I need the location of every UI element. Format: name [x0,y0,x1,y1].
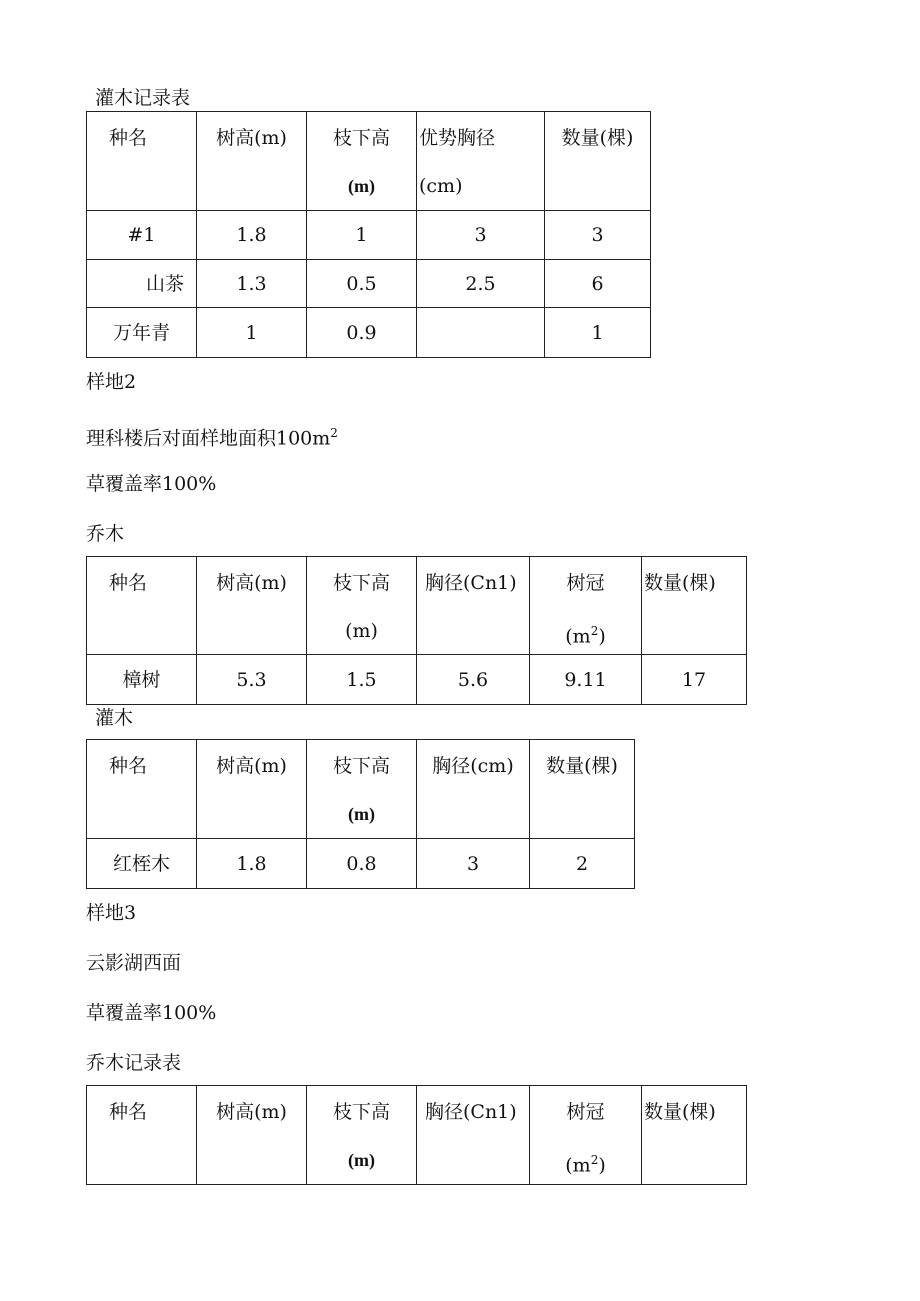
plot-3-tree-caption: 乔木记录表 [86,1052,182,1074]
header-dbh: 优势胸径 (cm) [417,112,545,211]
header-branch-height: 枝下高 (m) [307,557,417,655]
header-count: 数量(棵) [642,557,747,655]
plot-3-location: 云影湖西面 [86,952,182,974]
header-species: 种名 [87,1086,197,1185]
cell-count: 17 [642,655,747,705]
shrub-table-caption: 灌木记录表 [95,87,191,109]
plot-2-grass-cover: 草覆盖率100% [86,473,217,495]
cell-height: 1.3 [197,260,307,308]
header-species: 种名 [87,112,197,211]
header-count: 数量(棵) [530,740,635,839]
cell-species: 樟树 [87,655,197,705]
cell-branch-height: 0.5 [307,260,417,308]
header-crown: 树冠 $(m^2)$ [530,1086,642,1185]
plot-2-shrub-caption: 灌木 [95,707,134,729]
cell-species: 万年青 [87,308,197,358]
cell-height: 1.8 [197,839,307,889]
cell-branch-height: 1 [307,211,417,260]
plot-3-tree-table [86,1085,747,1185]
cell-height: 1 [197,308,307,358]
table-header-row [87,557,747,655]
plot-3-grass-cover: 草覆盖率100% [86,1002,217,1024]
cell-dbh: 3 [417,839,530,889]
header-branch-height: 枝下高 (m) [307,1086,417,1185]
header-dbh: 胸径(Cn1) [417,557,530,655]
header-count: 数量(棵) [642,1086,747,1185]
header-count: 数量(棵) [545,112,651,211]
cell-species: 红桎木 [87,839,197,889]
table-header-row [87,112,651,211]
table-row [87,308,651,358]
header-dbh: 胸径(cm) [417,740,530,839]
plot-2-tree-caption: 乔木 [86,523,125,545]
table-row [87,260,651,308]
header-tree-height: 树高(m) [197,1086,307,1185]
cell-count: 6 [545,260,651,308]
header-dbh: 胸径(Cn1) [417,1086,530,1185]
cell-count: 3 [545,211,651,260]
plot-2-shrub-table [86,739,635,889]
plot-2-location: 理科楼后对面样地面积$100m^2$ [86,426,338,450]
header-tree-height: 树高(m) [197,112,307,211]
cell-height: 5.3 [197,655,307,705]
plot-2-tree-table [86,556,747,705]
plot-3-title: 样地3 [86,902,137,924]
header-species: 种名 [87,557,197,655]
table-row [87,839,635,889]
plot-2-title: 样地2 [86,371,137,393]
cell-branch-height: 0.8 [307,839,417,889]
cell-species: #1 [87,211,197,260]
cell-branch-height: 1.5 [307,655,417,705]
table-row [87,211,651,260]
cell-count: 1 [545,308,651,358]
header-branch-height: 枝下高 (m) [307,740,417,839]
cell-dbh: 2.5 [417,260,545,308]
cell-species: 山茶 [87,260,197,308]
table-header-row [87,1086,747,1185]
shrub-record-table [86,111,651,358]
cell-crown: 9.11 [530,655,642,705]
header-tree-height: 树高(m) [197,557,307,655]
header-species: 种名 [87,740,197,839]
header-crown: 树冠 $(m^2)$ [530,557,642,655]
table-header-row [87,740,635,839]
cell-height: 1.8 [197,211,307,260]
header-branch-height: 枝下高 (m) [307,112,417,211]
cell-dbh [417,308,545,358]
cell-dbh: 3 [417,211,545,260]
cell-count: 2 [530,839,635,889]
header-tree-height: 树高(m) [197,740,307,839]
cell-dbh: 5.6 [417,655,530,705]
cell-branch-height: 0.9 [307,308,417,358]
table-row [87,655,747,705]
